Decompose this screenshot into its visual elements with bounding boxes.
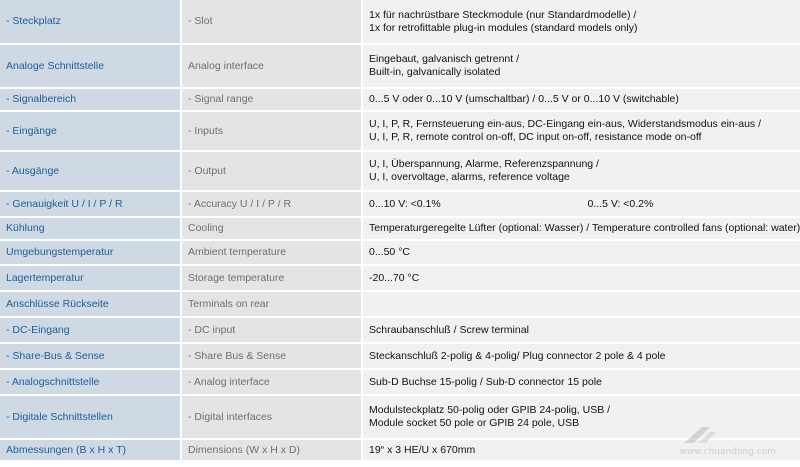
label-de: - Digitale Schnittstellen bbox=[0, 395, 181, 439]
table-row bbox=[0, 265, 800, 291]
value-line: Module socket 50 pole or GPIB 24 pole, USB bbox=[369, 417, 580, 429]
table-row bbox=[0, 111, 800, 151]
value-split-left: 0...10 V: <0.1% bbox=[369, 197, 441, 210]
value-line: U, I, P, R, Fernsteuerung ein-aus, DC-Eingang ein-aus, Widerstandsmodus ein-aus / bbox=[369, 118, 761, 130]
label-de: - Ausgänge bbox=[0, 151, 181, 191]
value-cell bbox=[362, 151, 800, 191]
table-row bbox=[0, 369, 800, 395]
label-de: - Steckplatz bbox=[0, 0, 181, 44]
table-row bbox=[0, 88, 800, 111]
label-en: Ambient temperature bbox=[181, 240, 362, 265]
label-de: - DC-Eingang bbox=[0, 317, 181, 343]
value-cell: 19“ x 3 HE/U x 670mm bbox=[362, 439, 800, 461]
table-row bbox=[0, 0, 800, 44]
label-en: Dimensions (W x H x D) bbox=[181, 439, 362, 461]
table-row bbox=[0, 343, 800, 369]
label-de: Umgebungstemperatur bbox=[0, 240, 181, 265]
table-row bbox=[0, 44, 800, 88]
value-cell: Steckanschluß 2-polig & 4-polig/ Plug connector 2 pole & 4 pole bbox=[362, 343, 800, 369]
label-de: Anschlüsse Rückseite bbox=[0, 291, 181, 317]
label-en: - Output bbox=[181, 151, 362, 191]
label-en: Analog interface bbox=[181, 44, 362, 88]
value-cell: Schraubanschluß / Screw terminal bbox=[362, 317, 800, 343]
value-cell: -20...70 °C bbox=[362, 265, 800, 291]
value-line: U, I, Überspannung, Alarme, Referenzspannung / bbox=[369, 158, 599, 170]
label-en: - Accuracy U / I / P / R bbox=[181, 191, 362, 217]
value-cell: 0...5 V oder 0...10 V (umschaltbar) / 0...5 V or 0...10 V (switchable) bbox=[362, 88, 800, 111]
value-cell: 0...50 °C bbox=[362, 240, 800, 265]
table-row bbox=[0, 217, 800, 240]
label-en: - Signal range bbox=[181, 88, 362, 111]
watermark-logo-icon bbox=[680, 423, 720, 447]
label-de: Kühlung bbox=[0, 217, 181, 240]
watermark bbox=[676, 423, 776, 457]
value-line: 1x for retrofittable plug-in modules (standard models only) bbox=[369, 21, 638, 34]
label-de: - Signalbereich bbox=[0, 88, 181, 111]
label-de: - Eingänge bbox=[0, 111, 181, 151]
value-cell bbox=[362, 191, 800, 217]
label-de: - Genauigkeit U / I / P / R bbox=[0, 191, 181, 217]
table-row bbox=[0, 317, 800, 343]
label-de: Analoge Schnittstelle bbox=[0, 44, 181, 88]
label-de: - Analogschnittstelle bbox=[0, 369, 181, 395]
value-line: U, I, P, R, remote control on-off, DC input on-off, resistance mode on-off bbox=[369, 131, 702, 143]
value-line: U, I, overvoltage, alarms, reference voltage bbox=[369, 171, 570, 183]
value-line: Built-in, galvanically isolated bbox=[369, 66, 501, 78]
label-en: - Digital interfaces bbox=[181, 395, 362, 439]
table-row bbox=[0, 291, 800, 317]
label-en: - DC input bbox=[181, 317, 362, 343]
value-cell bbox=[362, 111, 800, 151]
value-line: Eingebaut, galvanisch getrennt / bbox=[369, 53, 520, 65]
table-row bbox=[0, 240, 800, 265]
label-en: Terminals on rear bbox=[181, 291, 362, 317]
value-cell bbox=[362, 0, 800, 44]
value-line: Modulsteckplatz 50-polig oder GPIB 24-polig, USB / bbox=[369, 404, 611, 416]
label-en: - Inputs bbox=[181, 111, 362, 151]
value-cell: Sub-D Buchse 15-polig / Sub-D connector 15 pole bbox=[362, 369, 800, 395]
value-cell bbox=[362, 291, 800, 317]
label-en: - Slot bbox=[181, 0, 362, 44]
label-en: - Analog interface bbox=[181, 369, 362, 395]
value-cell bbox=[362, 44, 800, 88]
value-line: 1x für nachrüstbare Steckmodule (nur Standardmodelle) / bbox=[369, 8, 637, 21]
value-cell: Temperaturgeregelte Lüfter (optional: Wasser) / Temperature controlled fans (optional: water) bbox=[362, 217, 800, 240]
value-split-right: 0...5 V: <0.2% bbox=[587, 197, 654, 210]
watermark-text: www.chuandong.com bbox=[679, 447, 776, 457]
label-en: Cooling bbox=[181, 217, 362, 240]
table-row bbox=[0, 191, 800, 217]
label-de: Abmessungen (B x H x T) bbox=[0, 439, 181, 461]
label-en: Storage temperature bbox=[181, 265, 362, 291]
label-de: Lagertemperatur bbox=[0, 265, 181, 291]
label-de: - Share-Bus & Sense bbox=[0, 343, 181, 369]
table-row bbox=[0, 151, 800, 191]
label-en: - Share Bus & Sense bbox=[181, 343, 362, 369]
